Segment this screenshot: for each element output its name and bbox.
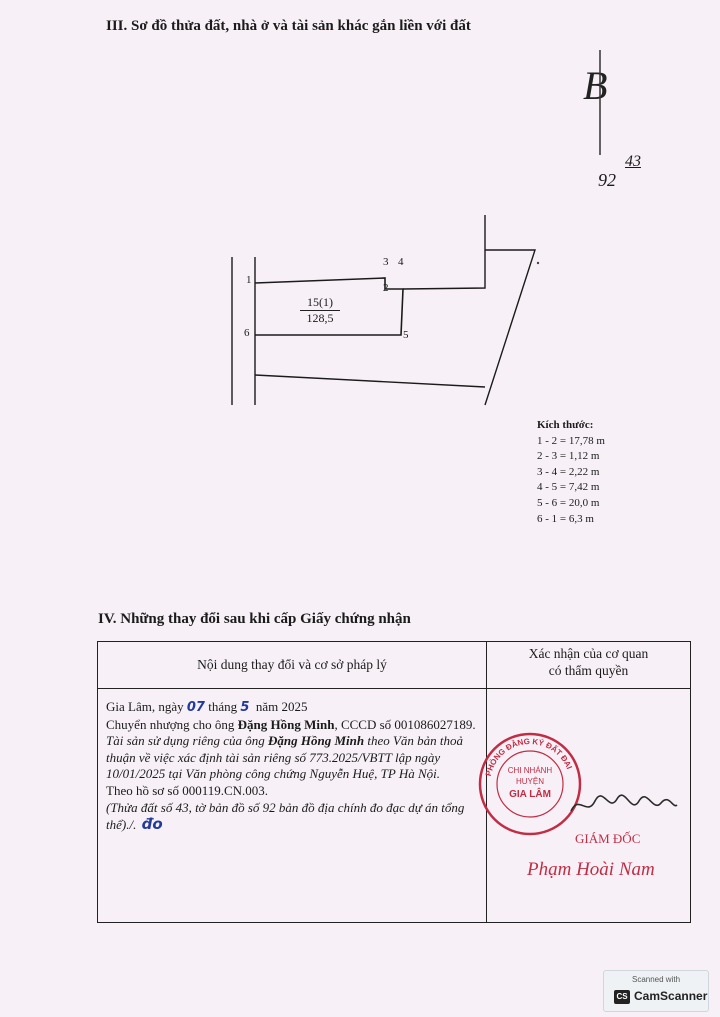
date-place: Gia Lâm, ngày	[106, 699, 184, 714]
point-label-1: 1	[246, 274, 252, 286]
seal-line-4: GIA LÂM	[509, 789, 551, 800]
sheet-superscript: 43	[625, 153, 641, 170]
transfer-name: Đặng Hồng Minh	[237, 716, 335, 732]
dimensions-list	[537, 418, 605, 527]
survey-dot	[537, 262, 539, 264]
dimension-row: 2 - 3 = 1,12 m	[537, 450, 600, 463]
camscanner-logo-icon: CS	[614, 990, 630, 1004]
point-label-3: 3	[383, 256, 389, 268]
parcel-note	[106, 800, 480, 834]
seal-line-3: HUYỆN	[515, 777, 545, 786]
neighbor-boundary-top	[403, 215, 485, 289]
transfer-pre: Chuyển nhượng cho ông	[106, 716, 235, 732]
file-number: Theo hồ sơ số 000119.CN.003.	[106, 782, 269, 798]
changes-table	[97, 641, 691, 923]
point-label-2: 2	[383, 282, 389, 294]
signer-title: GIÁM ĐỐC	[575, 831, 641, 846]
asset-name: Đặng Hồng Minh	[268, 733, 365, 749]
dimension-row: 1 - 2 = 17,78 m	[537, 434, 605, 447]
date-month: 5	[240, 700, 250, 715]
north-mark: B	[583, 63, 608, 108]
point-label-6: 6	[244, 327, 250, 339]
parcel-diagram	[220, 205, 550, 415]
camscanner-name: CamScanner	[634, 989, 708, 1003]
sheet-number: 92	[598, 170, 616, 190]
point-label-4: 4	[398, 256, 404, 268]
north-arrow	[590, 50, 610, 160]
parcel-note-text: (Thửa đất số 43, tờ bản đồ số 92 bản đồ địa chính đo đạc dự án tổng thể)./.	[106, 799, 465, 833]
transfer-line	[106, 717, 480, 734]
point-label-5: 5	[403, 329, 409, 341]
asset-post: theo Văn bản thoả thuận về việc xác định tài sản riêng số 773.2025/VBTT lập ngày 10/01/2025 tại Văn phòng công chứng Nguyễn Huệ, TP Hà Nội.	[106, 733, 464, 782]
dimensions-title: Kích thước:	[537, 419, 594, 431]
date-year: năm 2025	[255, 699, 308, 714]
col-header-confirmation-line1: Xác nhận của cơ quan	[528, 646, 649, 661]
parcel-number: 15(1)	[300, 295, 340, 311]
neighbor-boundary	[485, 250, 535, 405]
asset-pre: Tài sản sử dụng riêng của ông	[106, 733, 265, 749]
section-3-title: III. Sơ đồ thửa đất, nhà ở và tài sản khác gắn liền với đất	[106, 18, 471, 34]
change-content	[98, 689, 487, 923]
confirmation-cell	[483, 689, 691, 923]
asset-paragraph	[106, 733, 480, 783]
parcel-area: 128,5	[306, 311, 334, 325]
date-month-word: tháng	[208, 699, 238, 714]
transfer-post: , CCCD số 001086027189.	[334, 716, 476, 732]
dimension-row: 6 - 1 = 6,3 m	[537, 512, 594, 525]
date-day: 07	[186, 700, 205, 715]
seal-line-2: CHI NHÁNH	[507, 766, 553, 775]
dimension-row: 5 - 6 = 20,0 m	[537, 496, 600, 509]
scanned-with-label: Scanned with	[631, 975, 681, 984]
change-date	[106, 699, 480, 717]
signature-icon	[569, 789, 679, 819]
scanner-badge	[603, 970, 709, 1012]
col-header-confirmation	[487, 642, 691, 689]
neighbor-line-bottom	[255, 375, 485, 387]
parcel-label	[300, 295, 340, 326]
seal-ring-text: PHÒNG ĐĂNG KÝ ĐẤT ĐAI	[483, 736, 574, 778]
initials: đo	[141, 815, 163, 834]
col-header-content: Nội dung thay đổi và cơ sở pháp lý	[98, 642, 487, 689]
signer-name: Phạm Hoài Nam	[527, 859, 655, 880]
section-4-title: IV. Những thay đổi sau khi cấp Giấy chứng nhận	[98, 611, 411, 627]
col-header-confirmation-line2: có thẩm quyền	[548, 663, 629, 678]
official-seal	[475, 729, 585, 839]
dimension-row: 4 - 5 = 7,42 m	[537, 481, 600, 494]
dimension-row: 3 - 4 = 2,22 m	[537, 465, 600, 478]
